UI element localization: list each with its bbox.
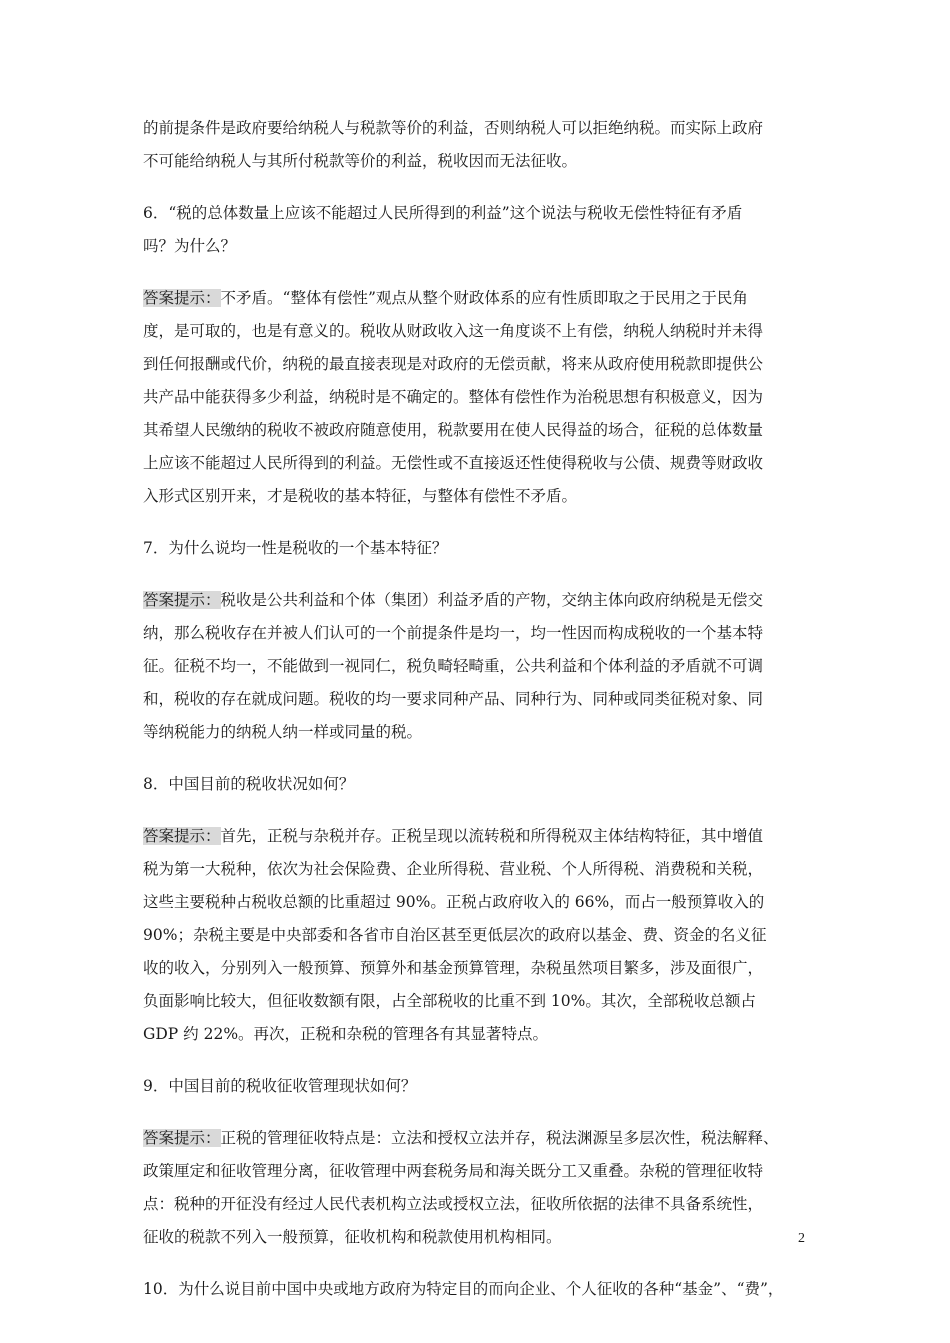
answer-tag: 答案提示： (143, 289, 221, 307)
question-line: 7．为什么说均一性是税收的一个基本特征？ (143, 539, 448, 557)
text-line: 不可能给纳税人与其所付税款等价的利益，税收因而无法征收。 (143, 152, 578, 170)
answer-line: GDP 约 22%。再次，正税和杂税的管理各有其显著特点。 (143, 1025, 549, 1043)
answer-tag: 答案提示： (143, 827, 221, 845)
answer-line: 负面影响比较大，但征收数额有限，占全部税收的比重不到 10%。其次，全部税收总额占 (143, 992, 756, 1010)
answer-line: 这些主要税种占税收总额的比重超过 90%。正税占政府收入的 66%，而占一般预算收入的 (143, 893, 765, 911)
answer-line: 共产品中能获得多少利益，纳税时是不确定的。整体有偿性作为治税思想有积极意义，因为 (143, 388, 764, 406)
answer-line: 90%；杂税主要是中央部委和各省市自治区甚至更低层次的政府以基金、费、资金的名义征 (143, 926, 767, 944)
page-number: 2 (798, 1231, 805, 1246)
answer-line: 收的收入，分别列入一般预算、预算外和基金预算管理，杂税虽然项目繁多，涉及面很广， (143, 959, 764, 977)
answer-first-line (143, 584, 807, 617)
answer-line: 到任何报酬或代价，纳税的最直接表现是对政府的无偿贡献，将来从政府使用税款即提供公 (143, 355, 764, 373)
answer-line: 征。征税不均一，不能做到一视同仁，税负畸轻畸重，公共利益和个体利益的矛盾就不可调 (143, 657, 764, 675)
answer-tag: 答案提示： (143, 1129, 221, 1147)
answer-text: 正税的管理征收特点是：立法和授权立法并存，税法渊源呈多层次性，税法解释、 (220, 1129, 779, 1147)
answer-first-line (143, 1122, 807, 1155)
document-body (143, 112, 807, 1306)
question-10 (143, 1273, 807, 1306)
answer-first-line (143, 820, 807, 853)
answer-text: 税收是公共利益和个体（集团）利益矛盾的产物，交纳主体向政府纳税是无偿交 (220, 591, 764, 609)
answer-line: 点：税种的开征没有经过人民代表机构立法或授权立法，征收所依据的法律不具备系统性， (143, 1195, 764, 1213)
answer-tag: 答案提示： (143, 591, 221, 609)
question-line: 10．为什么说目前中国中央或地方政府为特定目的而向企业、个人征收的各种“基金”、“费”， (143, 1280, 784, 1298)
question-line: 9．中国目前的税收征收管理现状如何？ (143, 1077, 417, 1095)
answer-line: 政策厘定和征收管理分离，征收管理中两套税务局和海关既分工又重叠。杂税的管理征收特 (143, 1162, 764, 1180)
intro-paragraph (143, 112, 807, 178)
answer-text: 首先，正税与杂税并存。正税呈现以流转税和所得税双主体结构特征，其中增值 (220, 827, 764, 845)
answer-line: 上应该不能超过人民所得到的利益。无偿性或不直接返还性使得税收与公债、规费等财政收 (143, 454, 764, 472)
answer-line: 和，税收的存在就成问题。税收的均一要求同种产品、同种行为、同种或同类征税对象、同 (143, 690, 764, 708)
answer-9 (143, 1122, 807, 1254)
answer-line: 纳，那么税收存在并被人们认可的一个前提条件是均一，均一性因而构成税收的一个基本特 (143, 624, 764, 642)
answer-line: 征收的税款不列入一般预算，征收机构和税款使用机构相同。 (143, 1228, 562, 1246)
question-7 (143, 532, 807, 565)
question-8 (143, 768, 807, 801)
question-9 (143, 1070, 807, 1103)
answer-line: 度，是可取的，也是有意义的。税收从财政收入这一角度谈不上有偿，纳税人纳税时并未得 (143, 322, 764, 340)
answer-text: 不矛盾。“整体有偿性”观点从整个财政体系的应有性质即取之于民用之于民角 (220, 289, 748, 307)
answer-line: 入形式区别开来，才是税收的基本特征，与整体有偿性不矛盾。 (143, 487, 578, 505)
answer-first-line (143, 282, 807, 315)
question-line: 8．中国目前的税收状况如何？ (143, 775, 355, 793)
text-line: 的前提条件是政府要给纳税人与税款等价的利益，否则纳税人可以拒绝纳税。而实际上政府 (143, 119, 764, 137)
answer-line: 其希望人民缴纳的税收不被政府随意使用，税款要用在使人民得益的场合，征税的总体数量 (143, 421, 764, 439)
answer-6 (143, 282, 807, 513)
question-line: 吗？为什么？ (143, 237, 237, 255)
answer-7 (143, 584, 807, 749)
question-line: 6．“税的总体数量上应该不能超过人民所得到的利益”这个说法与税收无偿性特征有矛盾 (143, 204, 743, 222)
answer-line: 税为第一大税种，依次为社会保险费、企业所得税、营业税、个人所得税、消费税和关税， (143, 860, 764, 878)
answer-line: 等纳税能力的纳税人纳一样或同量的税。 (143, 723, 423, 741)
answer-8 (143, 820, 807, 1051)
question-6 (143, 197, 807, 263)
